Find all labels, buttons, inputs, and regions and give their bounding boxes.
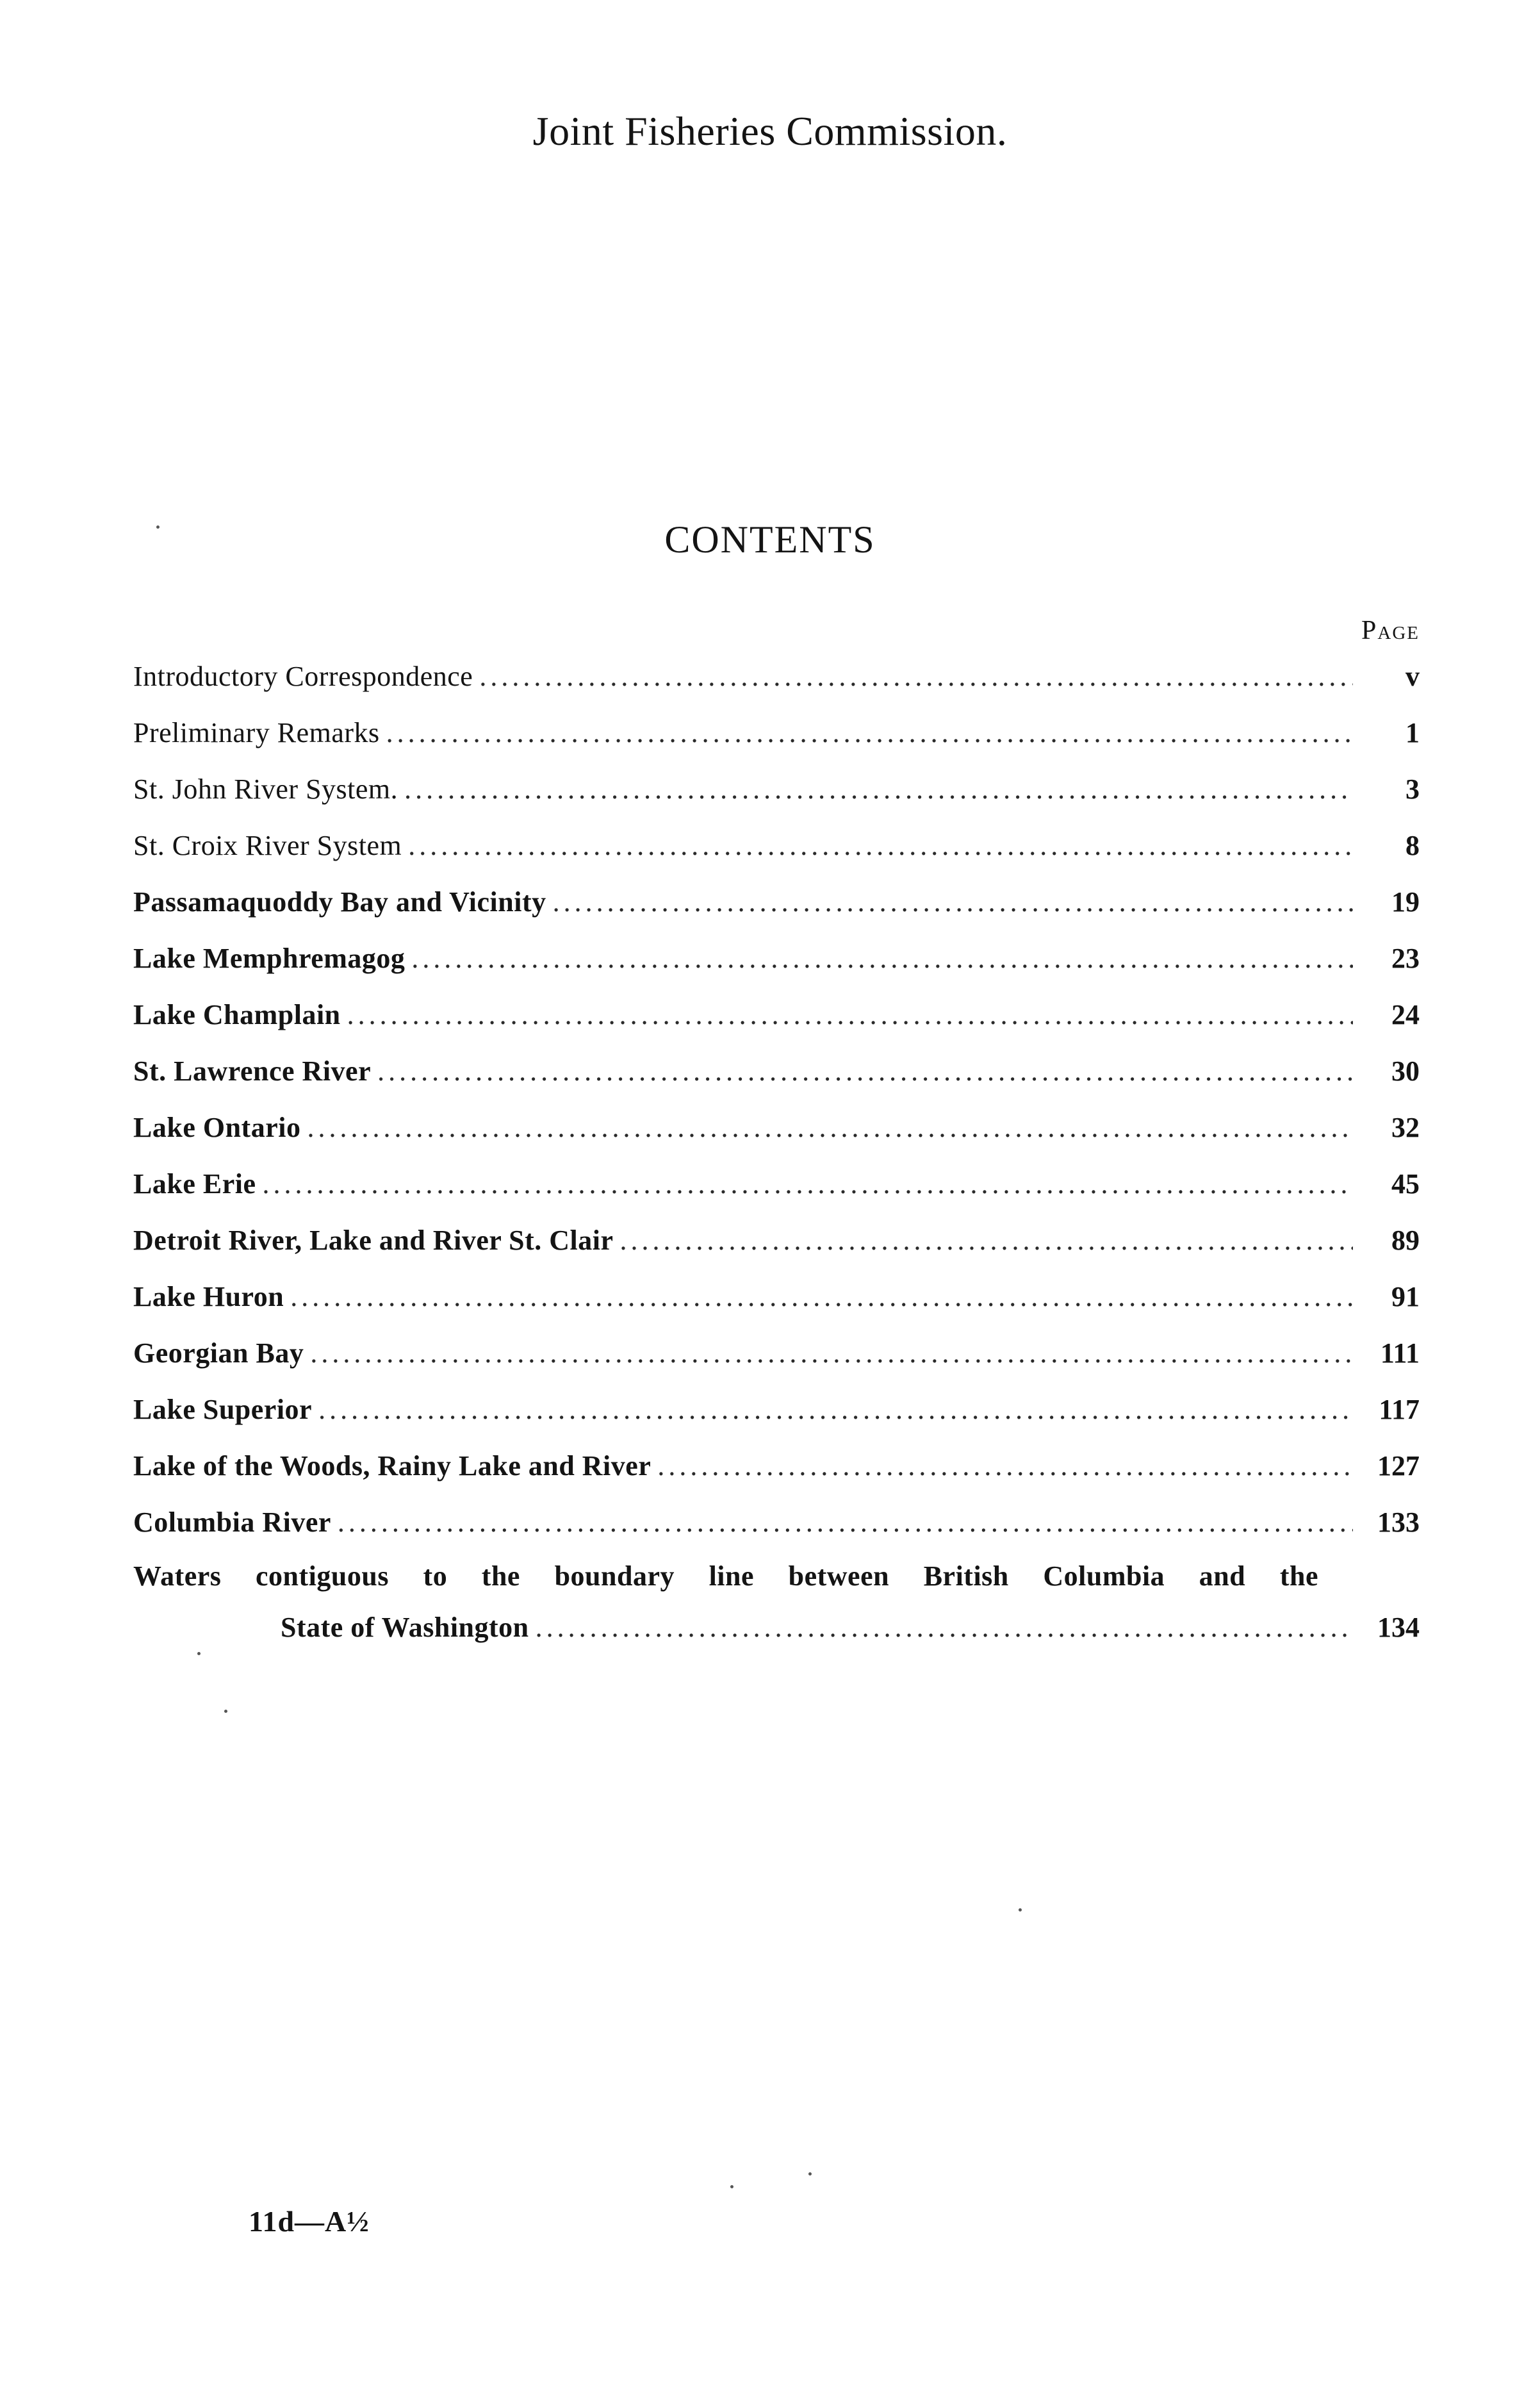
toc-entry xyxy=(133,874,1420,930)
toc-entry xyxy=(133,648,1420,705)
toc-entry xyxy=(133,761,1420,818)
toc-entry-line2 xyxy=(133,1602,1420,1653)
toc-entry-page: 3 xyxy=(1405,773,1420,805)
toc-entry-title: St. Croix River System xyxy=(133,830,402,861)
toc-entry xyxy=(133,818,1420,874)
dot-leader xyxy=(411,930,1353,987)
toc-entry xyxy=(133,1212,1420,1269)
toc-entry-title-line2: State of Washington xyxy=(281,1612,529,1643)
toc-entry-page: 117 xyxy=(1379,1394,1420,1425)
toc-entry-page: 19 xyxy=(1391,886,1420,918)
toc-entry xyxy=(133,1382,1420,1438)
toc-entry-title: Detroit River, Lake and River St. Clair xyxy=(133,1225,614,1256)
toc-entry-page: 32 xyxy=(1391,1112,1420,1143)
dot-leader xyxy=(386,705,1353,761)
toc-entry xyxy=(133,987,1420,1043)
paper-speck xyxy=(156,525,160,529)
dot-leader xyxy=(262,1156,1353,1212)
toc-entry-title: Lake of the Woods, Rainy Lake and River xyxy=(133,1450,651,1482)
dot-leader xyxy=(553,874,1353,930)
dot-leader xyxy=(310,1325,1353,1382)
toc-entry-title: Lake Ontario xyxy=(133,1112,301,1143)
toc-entry-page: 134 xyxy=(1377,1612,1420,1643)
toc-entry-title: St. John River System. xyxy=(133,773,398,805)
page-column-label: Page xyxy=(1361,616,1420,645)
toc-entry-page: 30 xyxy=(1391,1055,1420,1087)
toc-entry-title: Introductory Correspondence xyxy=(133,661,473,692)
toc-entry-page: 45 xyxy=(1391,1168,1420,1200)
paper-speck xyxy=(730,2185,733,2188)
toc-entry-page: 1 xyxy=(1405,717,1420,748)
toc-entry-title: Passamaquoddy Bay and Vicinity xyxy=(133,886,546,918)
table-of-contents xyxy=(133,648,1420,1653)
dot-leader xyxy=(620,1212,1353,1269)
toc-entry xyxy=(133,1494,1420,1551)
toc-entry xyxy=(133,1156,1420,1212)
paper-speck xyxy=(808,2172,812,2176)
toc-entry-multiline xyxy=(133,1551,1420,1653)
dot-leader xyxy=(408,818,1353,874)
toc-entry xyxy=(133,1100,1420,1156)
toc-entry-page: 8 xyxy=(1405,830,1420,861)
toc-entry-title: Lake Superior xyxy=(133,1394,313,1425)
paper-speck xyxy=(224,1710,227,1713)
dot-leader xyxy=(404,761,1353,818)
dot-leader xyxy=(318,1382,1353,1438)
toc-entry-title: Lake Erie xyxy=(133,1168,256,1200)
toc-entry xyxy=(133,1325,1420,1382)
toc-entry-title: Lake Huron xyxy=(133,1281,284,1312)
printer-signature-mark: 11d—A½ xyxy=(249,2205,370,2238)
contents-heading: CONTENTS xyxy=(664,518,876,561)
dot-leader xyxy=(290,1269,1353,1325)
toc-entry-title: Georgian Bay xyxy=(133,1337,304,1369)
running-head: Joint Fisheries Commission. xyxy=(532,108,1008,154)
toc-entry-page: 127 xyxy=(1377,1450,1420,1482)
toc-entry-page: v xyxy=(1405,661,1420,692)
dot-leader xyxy=(347,987,1353,1043)
toc-entry-page: 111 xyxy=(1380,1337,1420,1369)
toc-entry-title: Lake Champlain xyxy=(133,999,341,1030)
toc-entry-page: 89 xyxy=(1391,1225,1420,1256)
dot-leader xyxy=(338,1494,1353,1551)
toc-entry-page: 24 xyxy=(1391,999,1420,1030)
dot-leader xyxy=(479,648,1353,705)
dot-leader xyxy=(307,1100,1353,1156)
toc-entry xyxy=(133,930,1420,987)
toc-entry-title: Preliminary Remarks xyxy=(133,717,380,748)
toc-entry-title: Columbia River xyxy=(133,1507,331,1538)
dot-leader xyxy=(657,1438,1353,1494)
toc-entry xyxy=(133,705,1420,761)
toc-entry xyxy=(133,1269,1420,1325)
toc-entry-page: 23 xyxy=(1391,943,1420,974)
toc-entry xyxy=(133,1438,1420,1494)
toc-entry-title: St. Lawrence River xyxy=(133,1055,372,1087)
toc-entry-title-line1: Waters contiguous to the boundary line between British Columbia and the xyxy=(133,1560,1318,1592)
toc-entry-title: Lake Memphremagog xyxy=(133,943,405,974)
paper-speck xyxy=(1019,1908,1022,1912)
toc-entry xyxy=(133,1043,1420,1100)
toc-entry-page: 133 xyxy=(1377,1507,1420,1538)
toc-entry-page: 91 xyxy=(1391,1281,1420,1312)
dot-leader xyxy=(536,1602,1353,1653)
paper-speck xyxy=(197,1652,201,1655)
dot-leader xyxy=(377,1043,1353,1100)
